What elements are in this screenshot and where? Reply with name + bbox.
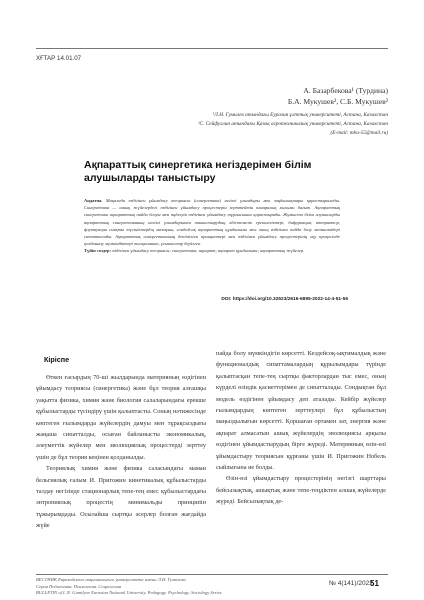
- left-column: [36, 372, 206, 532]
- left-paragraph-1: Өткен ғасырдың 70-ші жылдарында материяның өздігінен ұйымдасу теориясы (синергетика) және бұл теория алғашқы уақытта физика, химия және биология салаларындағы ерекше құбылыстарды түсіндіру үшін қалыптасты. Соның нәтижесінде көптеген ғылымдарда жүйелердің дамуы мен тұрақсыздығы жаңаша сипатталды, осыған байланысты экономикалық, әлеуметтік жүйелер мен эволюциялық процестерді зерттеу үшін де бұл теория кеңінен қолданылды.: [36, 374, 206, 461]
- udc-code: ХҒТАР 14.01.07: [36, 55, 82, 62]
- affiliation-line-2: ²С. Сейфуллин атындағы Қазақ агротехникалық университеті, Астана, Казахстан: [197, 121, 388, 127]
- right-paragraph-2: Өзін-өзі ұйымдастыру процестерінің негізгі шарттары бейсызықтық, ашықтық және тепе-теңдіктен алшақ жүйелерде жүреді. Бейсызықтық де-: [216, 475, 386, 506]
- right-paragraph-1: пайда болу мүмкіндігін көрсетті. Кездейсоқ-ықтималдық және функционалдық сипаттамалардың құрылымдары түрінде қалыптасқан тепе-тең сыртқы факторлардан тыс емес, оның күрделі өзіндік қасиеттерімен де сипатталады. Сондықтан бұл модель өздігінен ұйымдасу деп аталады. Кейбір жүйелер ғылымдардың көптеген зерттеулері бұл құбылыстың маңыздылығын көрсетті. Қоршаған ортамен зат, энергия және ақпарат алмасатын ашық жүйелердің эволюциясы арқылы өздігінен ұйымдастырудың бірге жүреді. Материяның өзін-өзі ұйымдастыру теориясын құрғаны үшін И. Пригожин Нобель сыйлығына ие болды.: [216, 350, 386, 472]
- footer-rule: [36, 574, 388, 575]
- article-title: Ақпараттық синергетика негіздерімен білім алушыларды таныстыру: [84, 159, 312, 184]
- footer-journal-line-3: BULLETIN of L.N. Gumilyov Eurasian National University. Pedagogy. Psychology. Sociology Series: [36, 590, 222, 595]
- footer-journal: [36, 577, 222, 597]
- left-paragraph-2: Теориялық химия және физика саласындағы маман бельгиялық ғалым И. Пригожин кинетикалық құбылыстарды талдау негізінде стационарлық тепе-тең емес құбылыстардағы энтропиялық процестің минимальды принципін тұжырымдады. Осылайша сыртқы әсерлер болған жағдайда жүйе: [36, 465, 206, 530]
- intro-heading: Кіріспе: [44, 355, 70, 364]
- issue-number: № 4(141)/2022: [329, 580, 373, 587]
- affiliation-block: [198, 111, 388, 138]
- abstract-block: [84, 197, 340, 255]
- affiliation-email: (E-mail: mba-55@mail.ru): [330, 130, 388, 136]
- doi-link[interactable]: DOI: https://doi.org/10.32523/2616-6895-2022-14-4-51-56: [221, 297, 348, 302]
- author-line-2: Б.А. Мукушев², С.Б. Мукушев²: [287, 97, 388, 106]
- author-line-1: А. Базарбекова¹ (Турдина): [303, 86, 388, 95]
- footer-journal-line-1: ВЕСТНИК Евразийского национального университета имени Л.Н. Гумилева.: [36, 577, 187, 582]
- affiliation-line-1: ¹Л.Н. Гумилев атындағы Еуразия ұлттық университеті, Астана, Казахстан: [212, 112, 388, 118]
- abstract-text: Мақалада өздігінен ұйымдасу теориясы (синергетика) негізгі ұғымдары мен заңдылықтары қарастырылады. Синергетика — ашық жүйелердегі өздігінен ұйымдасу процестерін зерттейтін пәнаралық ғылыми бағыт. Ақпараттық синергетика ақпараттың пайда болуы мен өңделуін өздігінен ұйымдасу тұрғысынан қарастырады. Жұмыста білім алушыларды ақпараттық синергетиканың негізгі ұғымдарымен таныстырудың әдістемелік ерекшеліктері, бифуркация, аттрактор, флуктуация сияқты түсініктердің мазмұны, сондай-ақ ақпараттың құндылығы мен оның өздігінен пайда болу механизмдері сипатталады. Ақпараттық синергетиканың бекітілген принциптері мен өздігінен ұйымдасу процестерінің оқу процесінде қолданылу мүмкіндіктері талқыланып, ұсыныстар берілген.: [84, 198, 340, 247]
- author-block: [288, 85, 388, 107]
- keywords-label: Түйін сөздер:: [84, 248, 112, 254]
- keywords-text: өздігінен ұйымдасу теориясы; синергетика; ақпарат; ақпарат құндылығы; ақпараттық жүйелер.: [112, 248, 305, 254]
- abstract-label: Аңдатпа.: [84, 198, 103, 203]
- top-rule: [36, 48, 388, 49]
- footer-journal-line-2: Серия Педагогика. Психология. Социология: [36, 583, 122, 589]
- page-number: 51: [370, 579, 379, 588]
- right-column: [216, 348, 386, 508]
